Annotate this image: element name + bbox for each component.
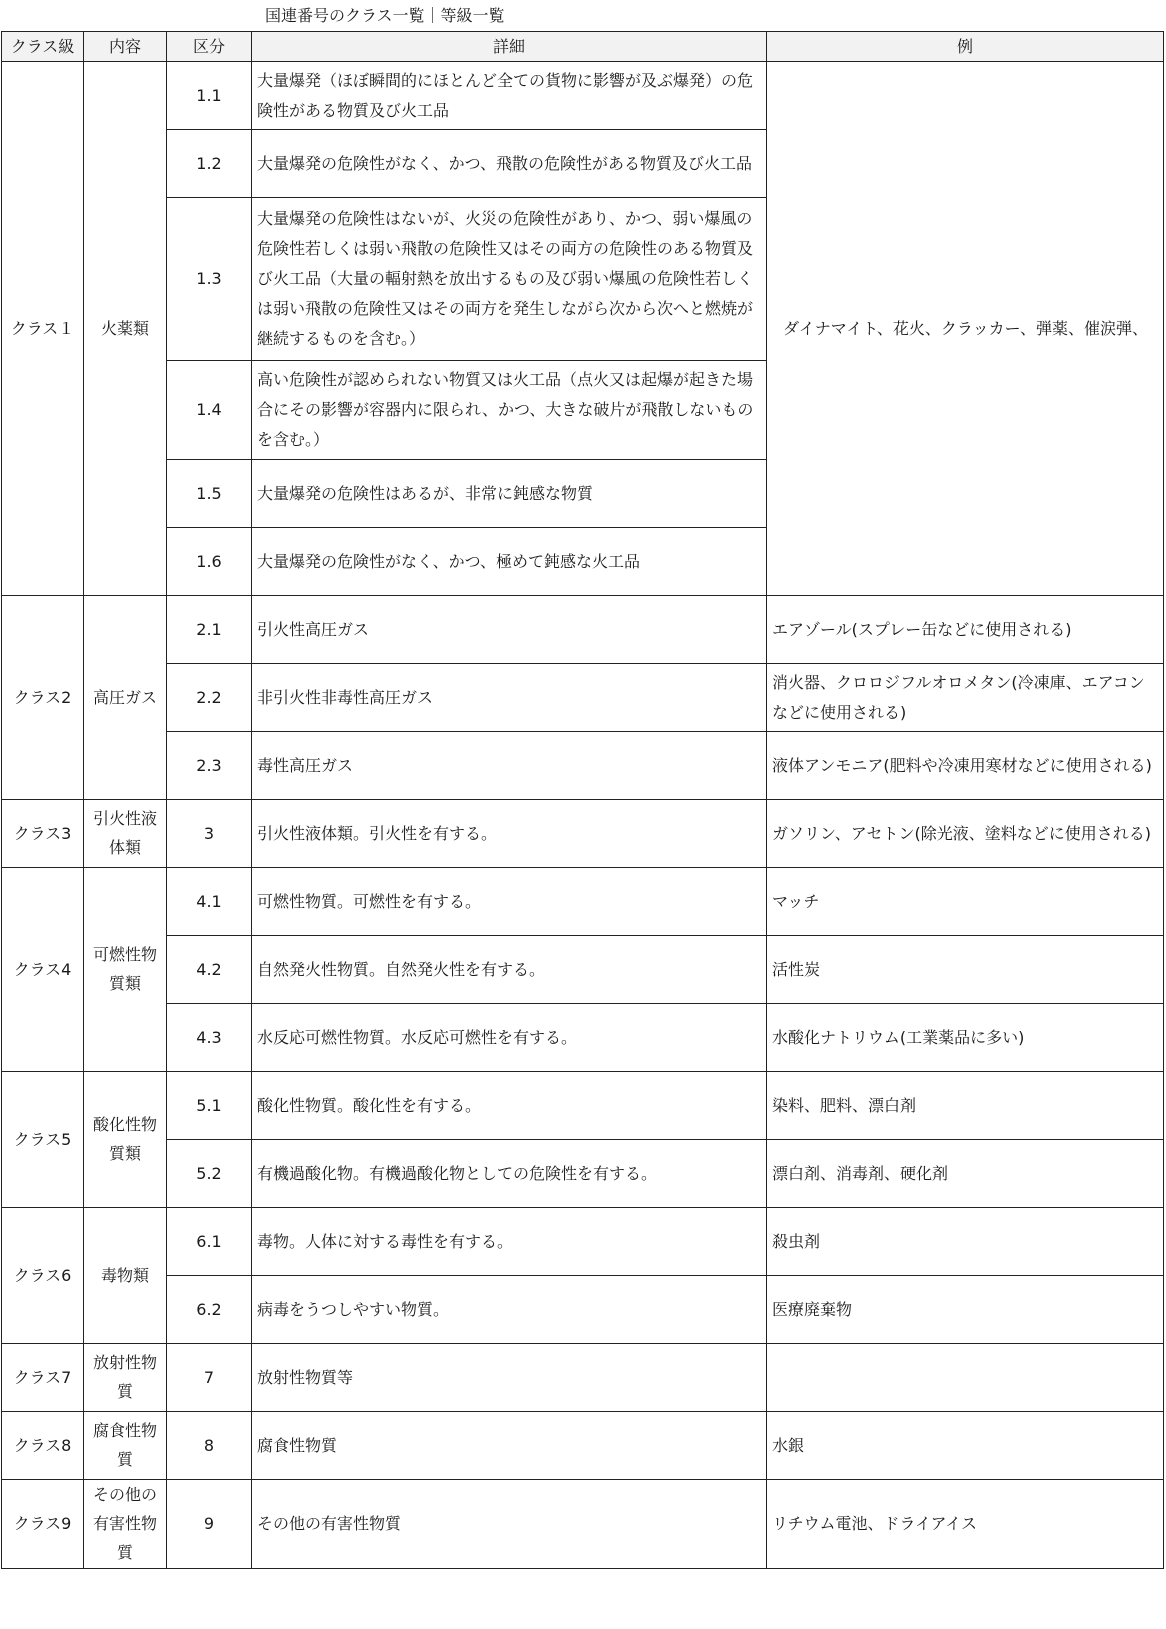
detail-cell: 病毒をうつしやすい物質。 — [252, 1276, 767, 1344]
division-cell: 4.3 — [167, 1004, 252, 1072]
division-cell: 5.1 — [167, 1072, 252, 1140]
table-row — [2, 1072, 1164, 1140]
example-cell: 殺虫剤 — [767, 1208, 1164, 1276]
detail-cell: 高い危険性が認められない物質又は火工品（点火又は起爆が起きた場合にその影響が容器内に限られ、かつ、大きな破片が飛散しないものを含む。） — [252, 361, 767, 460]
detail-cell: 大量爆発の危険性はあるが、非常に鈍感な物質 — [252, 460, 767, 528]
division-cell: 8 — [167, 1412, 252, 1480]
class-cell: クラス5 — [2, 1072, 84, 1208]
table-header-row — [2, 32, 1164, 62]
division-cell: 1.6 — [167, 528, 252, 596]
content-cell — [84, 596, 167, 800]
table-row — [2, 868, 1164, 936]
table-body — [2, 62, 1164, 1569]
division-cell: 2.3 — [167, 732, 252, 800]
example-cell: 水銀 — [767, 1412, 1164, 1480]
detail-cell: 大量爆発（ほぼ瞬間的にほとんど全ての貨物に影響が及ぶ爆発）の危険性がある物質及び火工品 — [252, 62, 767, 130]
content-cell — [84, 1072, 167, 1208]
table-row — [2, 1208, 1164, 1276]
table-row — [2, 1140, 1164, 1208]
detail-cell: 引火性液体類。引火性を有する。 — [252, 800, 767, 868]
detail-cell: 酸化性物質。酸化性を有する。 — [252, 1072, 767, 1140]
example-cell: ガソリン、アセトン(除光液、塗料などに使用される) — [767, 800, 1164, 868]
division-cell: 1.3 — [167, 198, 252, 361]
class-cell: クラス１ — [2, 62, 84, 596]
class-cell: クラス6 — [2, 1208, 84, 1344]
detail-cell: 大量爆発の危険性がなく、かつ、飛散の危険性がある物質及び火工品 — [252, 130, 767, 198]
detail-cell: 自然発火性物質。自然発火性を有する。 — [252, 936, 767, 1004]
division-cell: 2.2 — [167, 664, 252, 732]
table-row — [2, 732, 1164, 800]
content-label: 放射性物質 — [93, 1353, 158, 1401]
content-cell — [84, 62, 167, 596]
header-example: 例 — [767, 32, 1164, 62]
content-label: その他の有害性物質 — [93, 1485, 158, 1562]
un-class-table — [1, 31, 1164, 1569]
content-label: 酸化性物質類 — [93, 1115, 158, 1163]
detail-cell: 腐食性物質 — [252, 1412, 767, 1480]
division-cell: 3 — [167, 800, 252, 868]
division-cell: 1.1 — [167, 62, 252, 130]
division-cell: 1.5 — [167, 460, 252, 528]
division-cell: 4.1 — [167, 868, 252, 936]
class-cell: クラス3 — [2, 800, 84, 868]
example-cell: 水酸化ナトリウム(工業薬品に多い) — [767, 1004, 1164, 1072]
table-row — [2, 1344, 1164, 1412]
table-row — [2, 596, 1164, 664]
class-cell: クラス8 — [2, 1412, 84, 1480]
division-cell: 1.4 — [167, 361, 252, 460]
example-cell: 染料、肥料、漂白剤 — [767, 1072, 1164, 1140]
table-row — [2, 62, 1164, 130]
division-cell: 9 — [167, 1480, 252, 1569]
table-row — [2, 1004, 1164, 1072]
example-cell: ダイナマイト、花火、クラッカー、弾薬、催涙弾、 — [767, 62, 1164, 596]
example-cell: マッチ — [767, 868, 1164, 936]
detail-cell: 大量爆発の危険性がなく、かつ、極めて鈍感な火工品 — [252, 528, 767, 596]
example-cell: 漂白剤、消毒剤、硬化剤 — [767, 1140, 1164, 1208]
example-cell: 液体アンモニア(肥料や冷凍用寒材などに使用される) — [767, 732, 1164, 800]
header-detail: 詳細 — [252, 32, 767, 62]
detail-cell: 水反応可燃性物質。水反応可燃性を有する。 — [252, 1004, 767, 1072]
content-label: 可燃性物質類 — [93, 945, 158, 993]
division-cell: 2.1 — [167, 596, 252, 664]
division-cell: 7 — [167, 1344, 252, 1412]
example-cell: 消火器、クロロジフルオロメタン(冷凍庫、エアコンなどに使用される) — [767, 664, 1164, 732]
detail-cell: 毒物。人体に対する毒性を有する。 — [252, 1208, 767, 1276]
example-cell: 活性炭 — [767, 936, 1164, 1004]
content-cell — [84, 800, 167, 868]
table-row — [2, 936, 1164, 1004]
page-title: 国連番号のクラス一覧｜等級一覧 — [265, 6, 505, 25]
detail-cell: 引火性高圧ガス — [252, 596, 767, 664]
detail-cell: その他の有害性物質 — [252, 1480, 767, 1569]
detail-cell: 有機過酸化物。有機過酸化物としての危険性を有する。 — [252, 1140, 767, 1208]
header-class: クラス級 — [2, 32, 84, 62]
detail-cell: 毒性高圧ガス — [252, 732, 767, 800]
table-row — [2, 1480, 1164, 1569]
class-cell: クラス7 — [2, 1344, 84, 1412]
division-cell: 6.2 — [167, 1276, 252, 1344]
detail-cell: 放射性物質等 — [252, 1344, 767, 1412]
content-cell — [84, 1480, 167, 1569]
content-label: 毒物類 — [100, 1265, 149, 1285]
content-label: 高圧ガス — [93, 687, 158, 707]
division-cell: 6.1 — [167, 1208, 252, 1276]
class-cell: クラス2 — [2, 596, 84, 800]
header-content: 内容 — [84, 32, 167, 62]
detail-cell: 可燃性物質。可燃性を有する。 — [252, 868, 767, 936]
class-cell: クラス9 — [2, 1480, 84, 1569]
content-cell — [84, 1208, 167, 1344]
content-cell — [84, 868, 167, 1072]
content-label: 火薬類 — [100, 318, 149, 338]
table-row — [2, 800, 1164, 868]
content-cell — [84, 1344, 167, 1412]
example-cell: 医療廃棄物 — [767, 1276, 1164, 1344]
table-row — [2, 1276, 1164, 1344]
detail-cell: 非引火性非毒性高圧ガス — [252, 664, 767, 732]
header-division: 区分 — [167, 32, 252, 62]
table-row — [2, 1412, 1164, 1480]
detail-cell: 大量爆発の危険性はないが、火災の危険性があり、かつ、弱い爆風の危険性若しくは弱い飛散の危険性又はその両方の危険性のある物質及び火工品（大量の輻射熱を放出するもの及び弱い爆風の危険性若しくは弱い飛散の危険性又はその両方を発生しながら次から次へと燃焼が継続するものを含む。） — [252, 198, 767, 361]
division-cell: 1.2 — [167, 130, 252, 198]
content-label: 引火性液体類 — [93, 809, 158, 857]
division-cell: 4.2 — [167, 936, 252, 1004]
table-row — [2, 664, 1164, 732]
division-cell: 5.2 — [167, 1140, 252, 1208]
content-label: 腐食性物質 — [93, 1421, 158, 1469]
content-cell — [84, 1412, 167, 1480]
example-cell: リチウム電池、ドライアイス — [767, 1480, 1164, 1569]
class-cell: クラス4 — [2, 868, 84, 1072]
example-cell — [767, 1344, 1164, 1412]
example-cell: エアゾール(スプレー缶などに使用される) — [767, 596, 1164, 664]
